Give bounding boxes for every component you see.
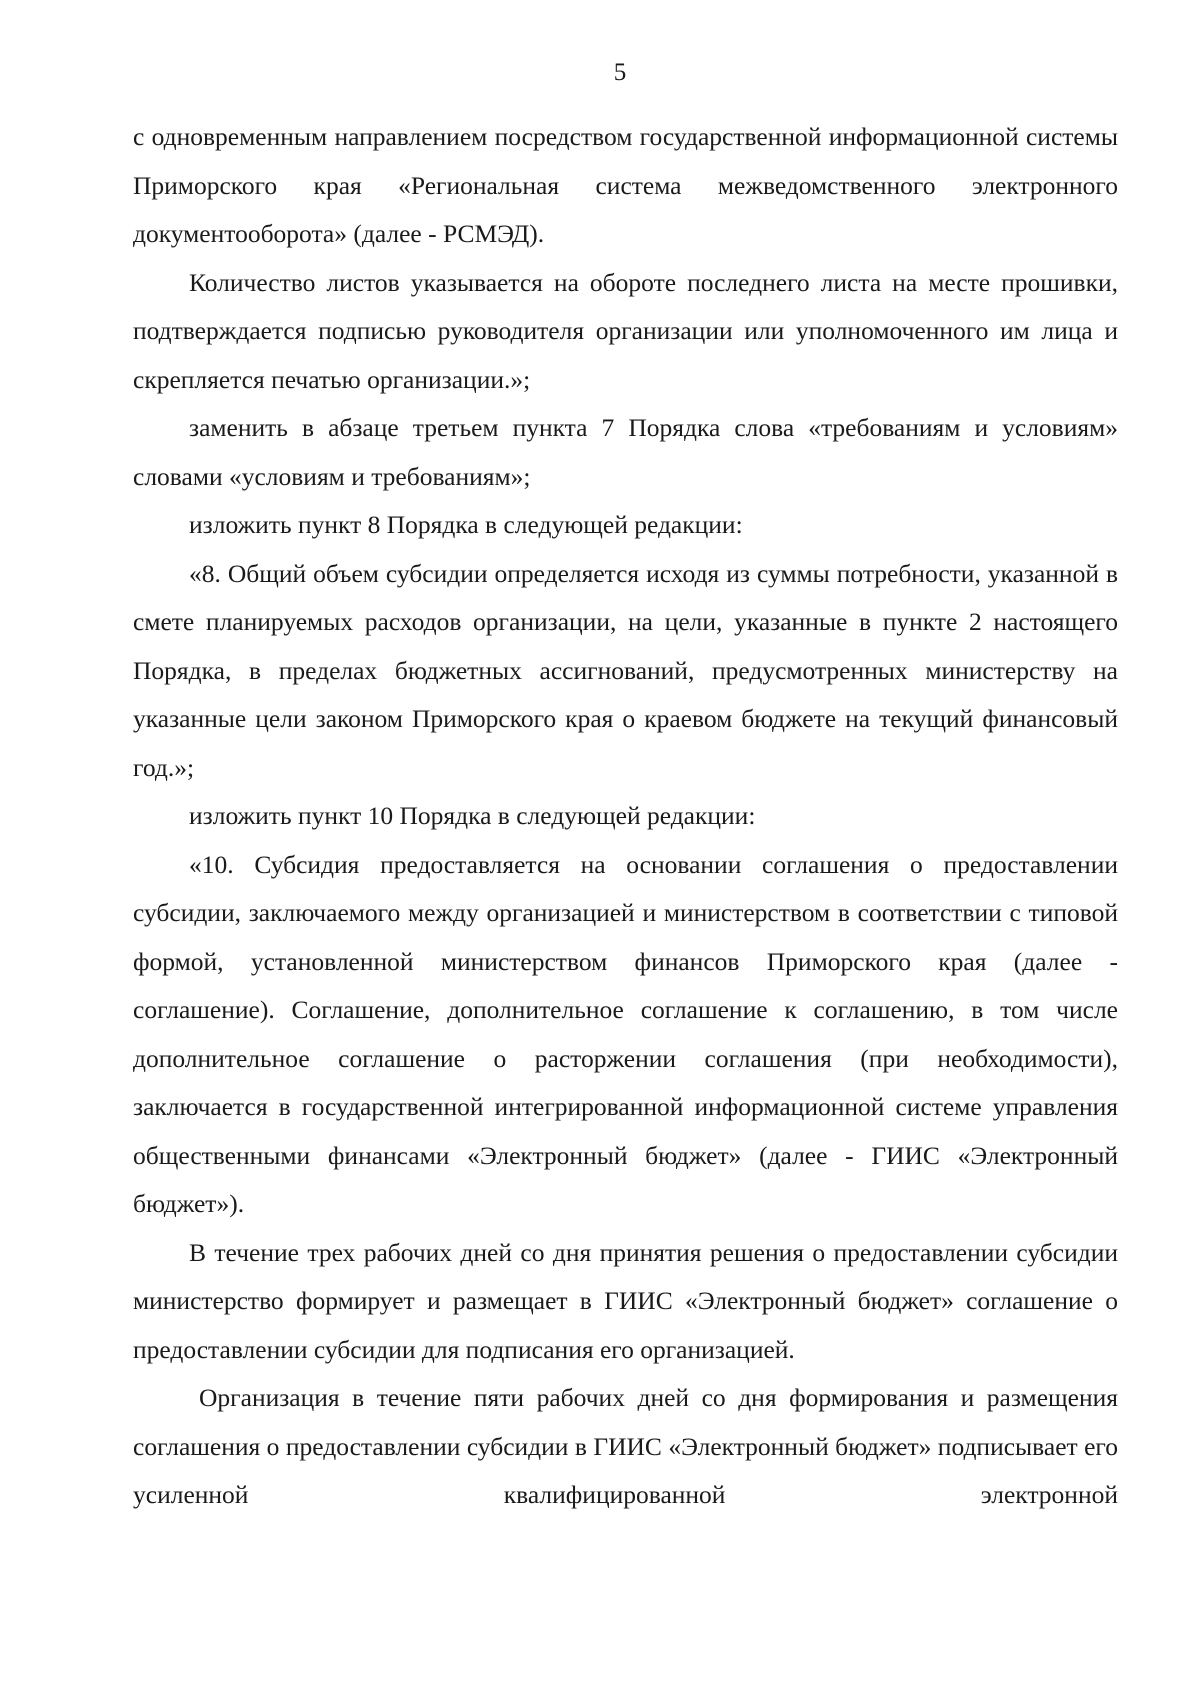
paragraph-three-days: В течение трех рабочих дней со дня принятия решения о предоставлении субсидии министерство формирует и размещает в ГИИС «Электронный бюджет» соглашение о предоставлении субсидии для подписания его организацией. [133, 1237, 1118, 1364]
paragraph-five-days: Организация в течение пяти рабочих дней со дня формирования и размещения соглашения о предоставлении субсидии в ГИИС «Электронный бюджет» подписывает его усиленной квалифицированной электронной [133, 1383, 1118, 1509]
document-body [133, 113, 1118, 1520]
paragraph-amendment-item-7: заменить в абзаце третьем пункта 7 Порядка слова «требованиям и условиям» словами «условиям и требованиям»; [133, 413, 1118, 491]
paragraph-item-10-text: «10. Субсидия предоставляется на основании соглашения о предоставлении субсидии, заключаемого между организацией и министерством в соответствии с типовой формой, установленной министерством финансов Приморского края (далее - соглашение). Соглашение, дополнительное соглашение к соглашению, в том числе дополнительное соглашение о расторжении соглашения (при необходимости), заключается в государственной интегрированной информационной системе управления общественными финансами «Электронный бюджет» (далее - ГИИС «Электронный бюджет»). [133, 849, 1118, 1218]
paragraph-sheet-count: Количество листов указывается на обороте последнего листа на месте прошивки, подтверждается подписью руководителя организации или уполномоченного им лица и скрепляется печатью организации.»; [133, 267, 1118, 394]
paragraph-amendment-item-10-intro: изложить пункт 10 Порядка в следующей редакции: [189, 801, 756, 830]
paragraph-continuation: с одновременным направлением посредством государственной информационной системы Приморского края «Региональная система межведомственного электронного документооборота» (далее - РСМЭД). [133, 122, 1118, 248]
paragraph-item-8-text: «8. Общий объем субсидии определяется исходя из суммы потребности, указанной в смете планируемых расходов организации, на цели, указанные в пункте 2 настоящего Порядка, в пределах бюджетных ассигнований, предусмотренных министерству на указанные цели законом Приморского края о краевом бюджете на текущий финансовый год.»; [133, 558, 1118, 782]
paragraph-amendment-item-8-intro: изложить пункт 8 Порядка в следующей редакции: [189, 510, 743, 539]
page-number: 5 [613, 59, 627, 86]
